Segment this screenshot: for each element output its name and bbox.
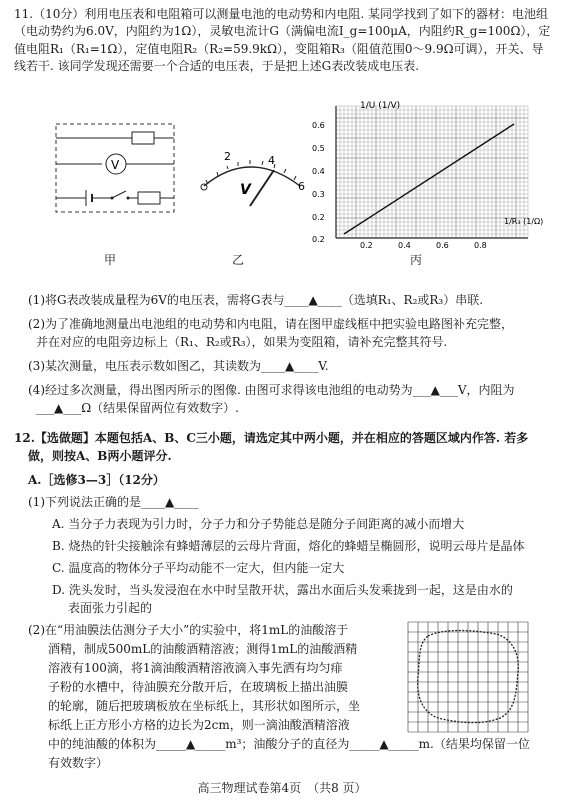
q11-sub4b: ___▲___Ω（结果保留两位有效数字）. bbox=[36, 401, 239, 415]
origin-label: 0.2 bbox=[312, 235, 325, 244]
q12-s2-line7: 有效数字） bbox=[48, 756, 109, 770]
q12-s2-line2: 溶液有100滴，将1滴油酸酒精溶液滴入事先洒有均匀痱 bbox=[48, 661, 343, 675]
q12-opt-b: B. 烧热的针尖接触涂有蜂蜡薄层的云母片背面，熔化的蜂蜡呈椭圆形，说明云母片是晶体 bbox=[52, 539, 525, 553]
fig-label-yi: 乙 bbox=[232, 253, 245, 267]
q12-intro-b: 做，则按A、B两小题评分. bbox=[28, 449, 172, 463]
oil-grid-lines bbox=[408, 622, 528, 732]
q12-opt-d2: 表面张力引起的 bbox=[68, 601, 153, 615]
q12-s2-line4: 的轮廓，随后把玻璃板放在坐标纸上，其形状如图所示，坐 bbox=[48, 699, 361, 713]
x-tick: 0.4 bbox=[398, 241, 411, 248]
page-footer: 高三物理试卷第4页 （共8 页） bbox=[197, 781, 367, 795]
q12-s2-line0: (2)在“用油膜法估测分子大小”的实验中，将1mL的油酸溶于 bbox=[28, 623, 349, 637]
y-tick: 0.3 bbox=[312, 190, 325, 199]
q12-s1: (1)下列说法正确的是____▲____ bbox=[28, 495, 199, 509]
q12-s2-line6: 中的纯油酸的体积为_____▲_____m³；油酸分子的直径为_____▲_____m.（结果均保留一位 bbox=[48, 737, 530, 751]
meter-needle bbox=[250, 170, 274, 206]
meter-tick-4: 4 bbox=[268, 154, 275, 167]
q12-opt-a: A. 当分子力表现为引力时，分子力和分子势能总是随分子间距离的减小而增大 bbox=[52, 517, 465, 531]
y-tick: 0.2 bbox=[312, 213, 325, 222]
x-tick: 0.8 bbox=[474, 241, 487, 248]
resistor-bottom bbox=[138, 192, 160, 204]
q11-sub1: (1)将G表改装成量程为6V的电压表，需将G表与____▲____（选填R₁、R₂或R₃）串联. bbox=[28, 293, 484, 307]
y-tick: 0.5 bbox=[312, 144, 325, 153]
q12-s2-line3: 子粉的水槽中，待油膜充分散开后，在玻璃板上描出油膜 bbox=[48, 680, 349, 694]
oil-film-grid bbox=[404, 618, 534, 734]
q11-sub3: (3)某次测量，电压表示数如图乙，其读数为____▲____V. bbox=[28, 359, 329, 373]
voltmeter-dial bbox=[192, 140, 312, 220]
linear-graph bbox=[308, 98, 558, 248]
switch bbox=[112, 191, 126, 198]
y-tick: 0.4 bbox=[312, 167, 325, 176]
graph-grid bbox=[336, 106, 528, 238]
voltmeter-symbol: V bbox=[111, 158, 120, 172]
q12-opt-d1: D. 洗头发时，当头发浸泡在水中时呈散开状，露出水面后头发乘拢到一起，这是由水的 bbox=[52, 583, 513, 597]
q12-section-a: A.［选修3—3］（12分） bbox=[28, 473, 165, 487]
q11-sub2b: 并在对应的电阻旁边标上（R₁、R₂或R₃），如果为变阻箱，请补充完整其符号. bbox=[36, 335, 448, 349]
x-tick: 0.6 bbox=[436, 241, 449, 248]
meter-tick-6: 6 bbox=[298, 180, 305, 193]
fig-label-bing: 丙 bbox=[410, 253, 423, 267]
circuit-diagram bbox=[50, 118, 180, 218]
meter-unit: V bbox=[240, 182, 251, 198]
q11-sub4a: (4)经过多次测量，得出图丙所示的图像. 由图可求得该电池组的电动势为___▲___V，内阻为 bbox=[28, 383, 515, 397]
x-tick: 0.2 bbox=[360, 241, 373, 248]
q12-intro-a: 12.【选做题】本题包括A、B、C三小题，请选定其中两小题，并在相应的答题区域内作答. 若多 bbox=[14, 431, 529, 445]
y-tick: 0.6 bbox=[312, 121, 325, 130]
q11-intro: 11.（10分）利用电压表和电阻箱可以测量电池的电动势和内电阻. 某同学找到了如下的器材：电池组（电动势约为6.0V，内阻约为1Ω），灵敏电流计G（满偏电流I_g=100μA，内阻约R_g=100Ω），定值电阻R₁（R₁=1Ω），定值电阻R₂（R₂=59.9kΩ），变阻箱R₃（阻值范围0～9.9Ω可调），开关、导线若干. 该同学发现还需要一个合适的电压表，于是把上述G表改装成电压表. bbox=[14, 7, 551, 74]
q12-opt-c: C. 温度高的物体分子平均动能不一定大，但内能一定大 bbox=[52, 561, 345, 575]
q11-sub2a: (2)为了准确地测量出电池组的电动势和内电阻，请在图甲虚线框中把实验电路图补充完整， bbox=[28, 317, 514, 331]
y-axis-label: 1/U (1/V) bbox=[360, 101, 401, 111]
q12-s2-line5: 标纸上正方形小方格的边长为2cm，则一滴油酸酒精溶液 bbox=[48, 718, 350, 732]
resistor-top bbox=[132, 132, 154, 144]
fig-label-jia: 甲 bbox=[104, 253, 117, 267]
data-line bbox=[344, 124, 514, 234]
q12-s2-line1: 酒精，制成500mL的油酸酒精溶液；测得1mL的油酸酒精 bbox=[48, 642, 358, 656]
meter-tick-2: 2 bbox=[224, 150, 231, 163]
x-axis-label: 1/R₃ (1/Ω) bbox=[504, 217, 544, 226]
